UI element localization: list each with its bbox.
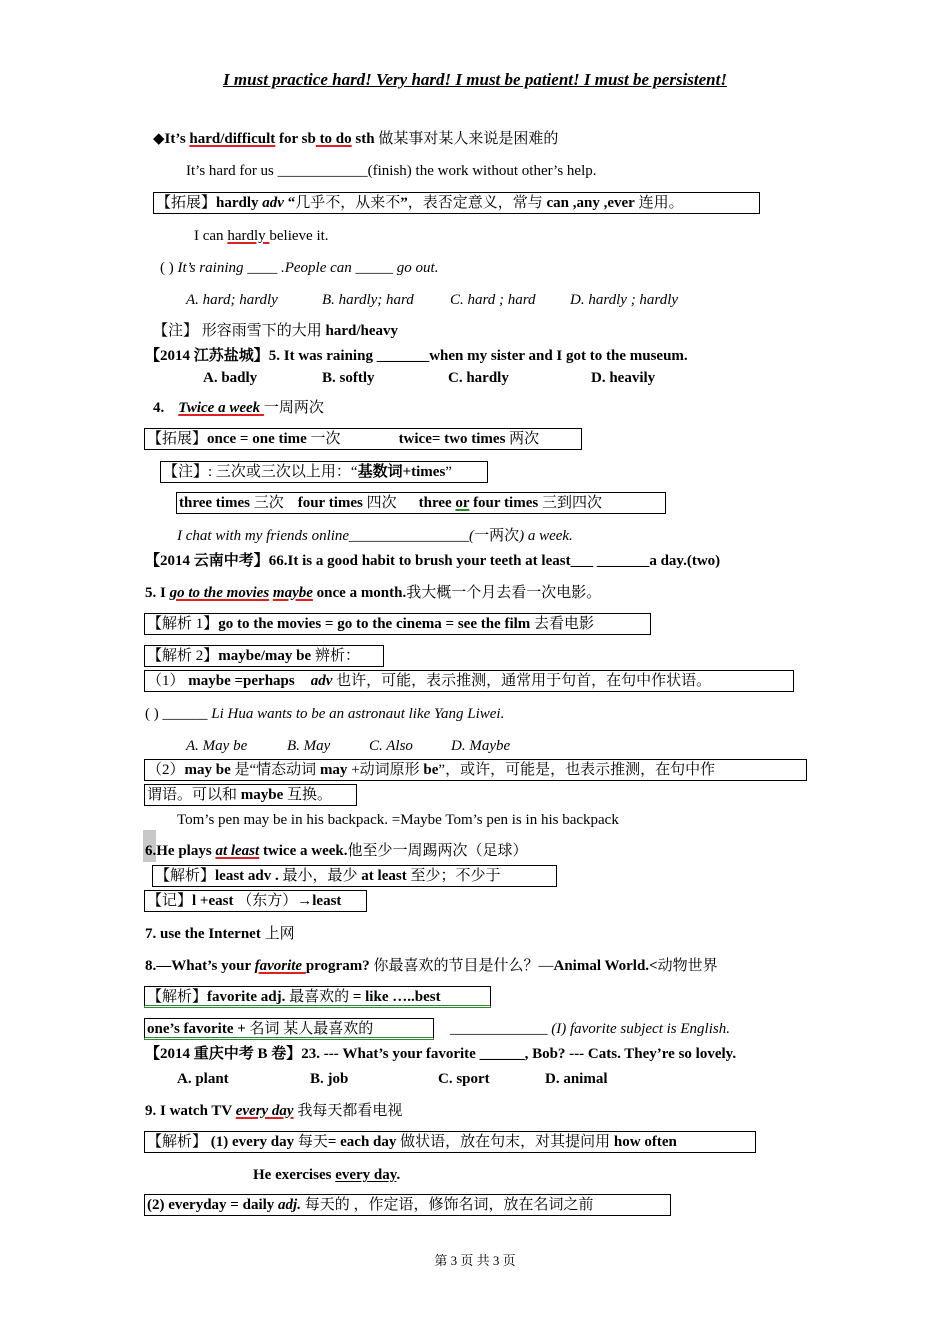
maybe-point1-box: （1） maybe =perhaps adv 也许，可能，表示推测，通常用于句首，在句中作状语。: [144, 670, 794, 692]
exam-yunnan: 【2014 云南中考】66.It is a good habit to brush your teeth at least___ _______a day.(two): [145, 553, 721, 569]
times-note-box: 【注】: 三次或三次以上用：“基数词+times”: [160, 461, 488, 483]
movies-analysis1-box: 【解析 1】go to the movies = go to the cinema = see the film 去看电影: [144, 613, 651, 635]
maybe-example-sentence: Tom’s pen may be in his backpack. =Maybe Tom’s pen is in his backpack: [177, 812, 619, 828]
hardly-example: I can hardly believe it.: [194, 228, 329, 244]
times-expansion-box: 【拓展】once = one time 一次 twice= two times 两次: [144, 428, 582, 450]
favorite-question: _____________ (I) favorite subject is English.: [450, 1021, 730, 1037]
times-example-sentence: I chat with my friends online________________(一两次) a week.: [177, 528, 573, 544]
document-page: I must practice hard! Very hard! I must be patient! I must be persistent! ◆It’s hard/difficult for sb to do sth 做某事对某人来说是困难的 It’s hard for us ____________(finish) the work without other’s help. 【拓展】hardly adv “几乎不，从来不”，表否定意义，常与 can ,any ,ever 连用。 I can hardly believe it. ( ) It’s raining ____ .People can _____ go out. A. hard; hardly B. hardly; hard C. hard ; hard D. hardly ; hardly 【注】 形容雨雪下的大用 hard/heavy 【2014 江苏盐城】5. It was raining _______when my sister and I got to the museum. A. badly B. softly C. hardly D. heavily 4. Twice a week 一周两次 【拓展】once = one time 一次 twice= two times 两次 【注】: 三次或三次以上用：“基数词+times” three times 三次 four times 四次 three or four times 三到四次 I chat with my friends online________________(一两次) a week. 【2014 云南中考】66.It is a good habit to brush your teeth at least___ _______a day.(two) 5. I go to the movies maybe once a month.我大概一个月去看一次电影。 【解析 1】go to the movies = go to the cinema = see the film 去看电影 【解析 2】maybe/may be 辨析： （1） maybe =perhaps adv 也许，可能，表示推测，通常用于句首，在句中作状语。 ( ) ______ Li Hua wants to be an astronaut like Yang Liwei. A. May be B. May C. Also D. Maybe （2）may be 是“情态动词 may +动词原形 be”，或许，可能是，也表示推测，在句中作 谓语。可以和 maybe 互换。 Tom’s pen may be in his backpack. =Maybe Tom’s pen is in his backpack 6.He plays at least twice a week.他至少一周踢两次（足球） 【解析】least adv . 最小，最少 at least 至少；不少于 【记】l +east （东方）→least 7. use the Internet 上网 8.—What’s your favorite program? 你最喜欢的节目是什么？—Animal World.<动物世界 【解析】favorite adj. 最喜欢的 = like …..best one’s favorite + 名词 某人最喜欢的 _____________ (I) favorite subject is English. 【2014 重庆中考 B 卷】23. --- What’s your favorite ______, Bob? --- Cats. They’re so lovely. A. plant B. job C. sport D. animal 9. I watch TV every day 我每天都看电视 【解析】 (1) every day 每天= each day 做状语，放在句末，对其提问用 how often He exercises every day. (2) everyday = daily adj. 每天的 ，作定语，修饰名词，放在名词之前 第 3 页 共 3 页: [0, 0, 950, 1344]
hardly-expansion-box: 【拓展】hardly adv “几乎不，从来不”，表否定意义，常与 can ,any ,ever 连用。: [153, 192, 760, 214]
least-analysis-box: 【解析】least adv . 最小，最少 at least 至少；不少于: [152, 865, 557, 887]
least-memo-box: 【记】l +east （东方）→least: [144, 890, 367, 912]
section9-heading: 9. I watch TV every day 我每天都看电视: [145, 1103, 403, 1119]
times-examples-box: three times 三次 four times 四次 three or four times 三到四次: [176, 492, 666, 514]
hard-example: It’s hard for us ____________(finish) the work without other’s help.: [186, 163, 597, 179]
exam-yancheng: 【2014 江苏盐城】5. It was raining _______when my sister and I got to the museum.: [145, 348, 688, 364]
maybe-analysis2-box: 【解析 2】maybe/may be 辨析：: [144, 645, 384, 667]
maybe-question: ( ) ______ Li Hua wants to be an astronaut like Yang Liwei.: [145, 706, 505, 722]
everyday-example: He exercises every day.: [253, 1167, 401, 1183]
hard-question: ( ) It’s raining ____ .People can _____ go out.: [160, 260, 439, 276]
favorite-usage-box: one’s favorite + 名词 某人最喜欢的: [144, 1018, 434, 1040]
favorite-analysis-box: 【解析】favorite adj. 最喜欢的 = like …..best: [144, 986, 491, 1008]
page-header: I must practice hard! Very hard! I must be patient! I must be persistent!: [223, 70, 727, 89]
diamond-icon: ◆: [153, 131, 165, 147]
section6-heading: 6.He plays at least twice a week.他至少一周踢两次（足球）: [145, 843, 528, 859]
section7-heading: 7. use the Internet 上网: [145, 926, 295, 942]
maybe-point2-box-line2: 谓语。可以和 maybe 互换。: [144, 784, 357, 806]
hard-difficult-heading: ◆It’s hard/difficult for sb to do sth 做某事对某人来说是困难的: [153, 131, 559, 147]
everyday-analysis2-box: (2) everyday = daily adj. 每天的 ，作定语，修饰名词，放在名词之前: [144, 1194, 671, 1216]
maybe-point2-box: （2）may be 是“情态动词 may +动词原形 be”，或许，可能是，也表示推测，在句中作: [144, 759, 807, 781]
page-footer: 第 3 页 共 3 页: [434, 1253, 516, 1268]
exam-chongqing: 【2014 重庆中考 B 卷】23. --- What’s your favorite ______, Bob? --- Cats. They’re so lovely.: [145, 1046, 737, 1062]
section4-heading: 4. Twice a week 一周两次: [153, 400, 324, 416]
section5-heading: 5. I go to the movies maybe once a month.我大概一个月去看一次电影。: [145, 585, 602, 601]
everyday-analysis1-box: 【解析】 (1) every day 每天= each day 做状语，放在句末，对其提问用 how often: [144, 1131, 756, 1153]
section8-heading: 8.—What’s your favorite program? 你最喜欢的节目是什么？—Animal World.<动物世界: [145, 958, 718, 974]
hard-note: 【注】 形容雨雪下的大用 hard/heavy: [153, 323, 399, 339]
